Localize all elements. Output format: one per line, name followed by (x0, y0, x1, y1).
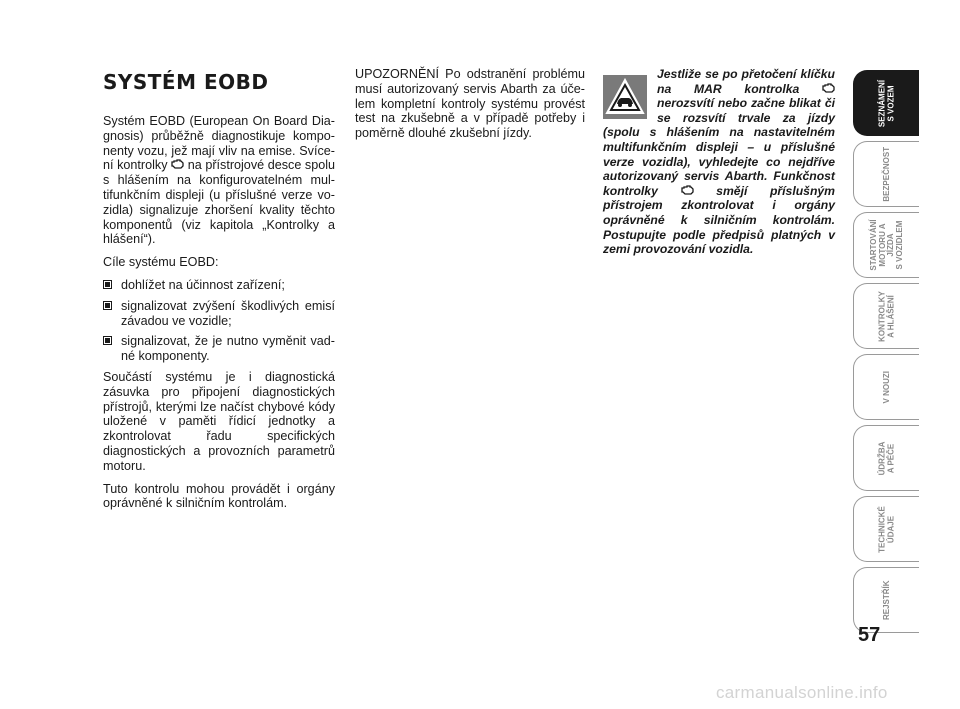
intro-paragraph: Systém EOBD (European On Board Diagnosis) průběžně diagnostikuje komponenty vozu, jež mají vliv na emise. Svícení kontrolky na přístrojové desce spolu s hlášením na konfigurovatelném multifunkčním displeji (u příslušné verze vozidla) signalizuje zhoršení kvality těchto komponentů (viz kapitola „Kontrolky a hlášení“). (103, 114, 336, 247)
list-item: signalizovat zvýšení škodlivých emisí závadou ve vozidle; (103, 299, 335, 329)
chapter-tab-rejstrik[interactable]: REJSTŘÍK (853, 567, 919, 633)
warning-box: Jestliže se po přetočení klíčku na MAR kontrolka nerozsvítí nebo začne blikat či se rozsvítí trvale za jízdy (spolu s hlášením na nastavitelném multifunkčním displeji – u příslušné verze vozidla), vyhledejte co nejdříve autorizovaný servis Abarth. Funkčnost kontrolky smějí příslušným přístrojem zkontrolovat i orgány oprávněné k silničním kontrolám. Postupujte podle předpisů platných v zemi provozování vozidla. (603, 67, 836, 257)
watermark: carmanualsonline.info (716, 683, 888, 702)
diagnostic-paragraph: Součástí systému je i diagnostická zásuvka pro připojení diagnostických přístrojů, kterými lze načíst chybové kódy uložené v paměti řídicí jednotky a zkontrolovat řadu specifických diagnostických a provozních parametrů motoru. (103, 369, 335, 473)
goals-heading: Cíle systému EOBD: (103, 255, 219, 270)
page-number: 57 (858, 624, 881, 646)
chapter-tab-kontrolky[interactable]: KONTROLKY A HLÁŠENÍ (853, 283, 919, 349)
list-item: dohlížet na účinnost zařízení; (103, 278, 335, 293)
notice-paragraph: UPOZORNĚNÍ Po odstranění problému musí autorizovaný servis Abarth za účelem kompletní kontroly systému provést test na zkušebně a v případě potřeby i poměrně dlouhé zkušební jízdy. (355, 67, 585, 141)
checkbox-bullet-icon (103, 280, 112, 289)
right-column (603, 67, 835, 257)
engine-warning-icon (171, 158, 184, 173)
inspection-paragraph: Tuto kontrolu mohou provádět i orgány oprávněné k silničním kontrolám. (103, 481, 335, 511)
goals-list (103, 278, 335, 364)
chapter-sidebar (853, 70, 919, 638)
chapter-tab-udrzba[interactable]: ÚDRŽBA A PÉČE (853, 425, 919, 491)
chapter-tab-v-nouzi[interactable]: V NOUZI (853, 354, 919, 420)
chapter-tab-startovani[interactable]: STARTOVÁNÍ MOTORU A JÍZDA S VOZIDLEM (853, 212, 919, 278)
car-warning-triangle-icon (603, 75, 647, 119)
chapter-tab-seznameni[interactable]: SEZNÁMENÍ S VOZEM (853, 70, 919, 136)
middle-column (355, 67, 585, 149)
checkbox-bullet-icon (103, 301, 112, 310)
engine-warning-icon (681, 184, 694, 199)
list-item: signalizovat, že je nutno vyměnit vadné komponenty. (103, 334, 335, 364)
page-title: SYSTÉM EOBD (103, 70, 269, 94)
left-column (103, 70, 335, 519)
chapter-tab-technicke-udaje[interactable]: TECHNICKÉ ÚDAJE (853, 496, 919, 562)
engine-warning-icon (822, 82, 835, 97)
chapter-tab-bezpecnost[interactable]: BEZPEČNOST (853, 141, 919, 207)
checkbox-bullet-icon (103, 336, 112, 345)
